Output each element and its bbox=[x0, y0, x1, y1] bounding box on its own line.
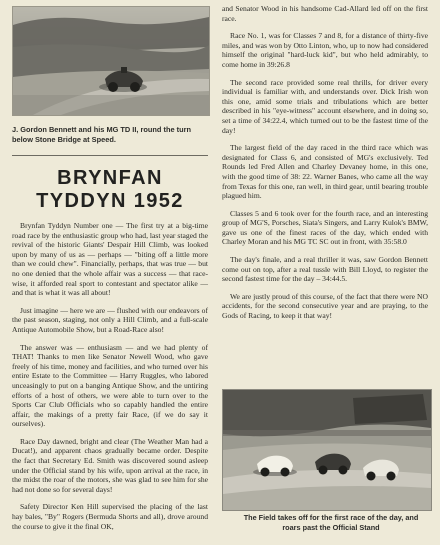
photo-field-takes-off-image bbox=[223, 390, 431, 510]
photo-top-caption: J. Gordon Bennett and his MG TD II, round the turn below Stone Bridge at Speed. bbox=[12, 125, 192, 144]
photo-mg-at-stone-bridge-image bbox=[13, 7, 209, 115]
paragraph: Just imagine — here we are — flushed with our endeavors of the past season, staging, not only a Hill Climb, and a full-scale Antique Automobile Show, but a Road-Race also! bbox=[12, 305, 208, 334]
paragraph: The largest field of the day raced in the third race which was designated for Class 6, and consisted of MG's exclusively. Ted Rounds led Fred Allen and Charley Devaney home, in this one, with the good time of 38: 22. Warner Banes, who came all the way from Texas for this one, ran well, in third gear, until bearing trouble plagued him. bbox=[222, 143, 428, 201]
photo-bottom-caption: The Field takes off for the first race of the day, and roars past the Official Stand bbox=[243, 513, 419, 532]
paragraph: Brynfan Tyddyn Number one — The first try at a big-time road race by the enthusiastic group who had, last year staged the revival of the historic Giants' Despair Hill Climb, was looked upon by many of us as — perhaps — "biting off a little more than we could chew". Financially, perhaps, that was true — but no one denied that the whole affair was a success — that race-wise, it afforded real sport to contestant and spectator alike — and that is what it was all about! bbox=[12, 221, 208, 298]
paragraph: Safety Director Ken Hill supervised the placing of the last hay bales, "By" Rogers (Bermuda Shorts and all), drove around the course to give it the final OK, bbox=[12, 502, 208, 531]
paragraph: Race No. 1, was for Classes 7 and 8, for a distance of thirty-five miles, and was won by Otto Linton, who, up to now had considered himself the original "hard-luck kid", but who held admirably, to come home in 39:26.8 bbox=[222, 31, 428, 69]
paragraph: Race Day dawned, bright and clear (The Weather Man had a Ducat!), and apparent chaos gradually became order. Despite the fact that Secretary Ed. Smith was discovered sound asleep under the Official stand by his wife, upon arrival at the race, in the midst the roar of the motors, she was glad to see him for she had not done so for several days! bbox=[12, 436, 208, 494]
paragraph: Classes 5 and 6 took over for the fourth race, and an interesting group of MG'S, Porsches, Siata's Singers, and Larry Kulok's BMW, gave us one of the finest races of the day, which ended with Charley Moran and his MG TC SC out in front, with 35:58.0 bbox=[222, 208, 428, 247]
paragraph: The answer was — enthusiasm — and we had plenty of THAT! Thanks to men like Senator Newell Wood, who gave freely of his time, money and facilities, and who turned over his entire Estate to the Committee — Harry Ruggles, who labored unceasingly to put on a banging Antique Show, and the untiring efforts of a host of others, we were able to turn over to the Sports Car Club Officials who so capably handled the entire affair, the makings of a pretty fair Race, (if we do say it ourselves). bbox=[12, 342, 208, 429]
photo-field-takes-off bbox=[222, 389, 432, 511]
paragraph: The day's finale, and a real thriller it was, saw Gordon Bennett come out on top, after a real tussle with Bill Lloyd, to register the second fastest time for the day – 34:44.5. bbox=[222, 255, 428, 284]
right-column bbox=[222, 4, 428, 329]
paragraph: The second race provided some real thrills, for driver every individual is familiar with, and understands over. Dick Irish won this one, amid some trials and tribulations which are better described in his "eye-witness" account elsewhere, and in doing so, set a time of 34:22.4, which turned out to be the fastest time of the day! bbox=[222, 77, 428, 135]
article-title: BRYNFAN TYDDYN 1952 bbox=[36, 167, 184, 212]
left-column bbox=[12, 6, 208, 539]
paragraph: We are justly proud of this course, of the fact that there were NO accidents, for the second consecutive year and are praying, to the Gods of Racing, to keep it that way! bbox=[222, 291, 428, 321]
photo-mg-at-stone-bridge bbox=[12, 6, 210, 116]
divider bbox=[12, 155, 208, 156]
paragraph: and Senator Wood in his handsome Cad-Allard led off on the first race. bbox=[222, 4, 428, 23]
